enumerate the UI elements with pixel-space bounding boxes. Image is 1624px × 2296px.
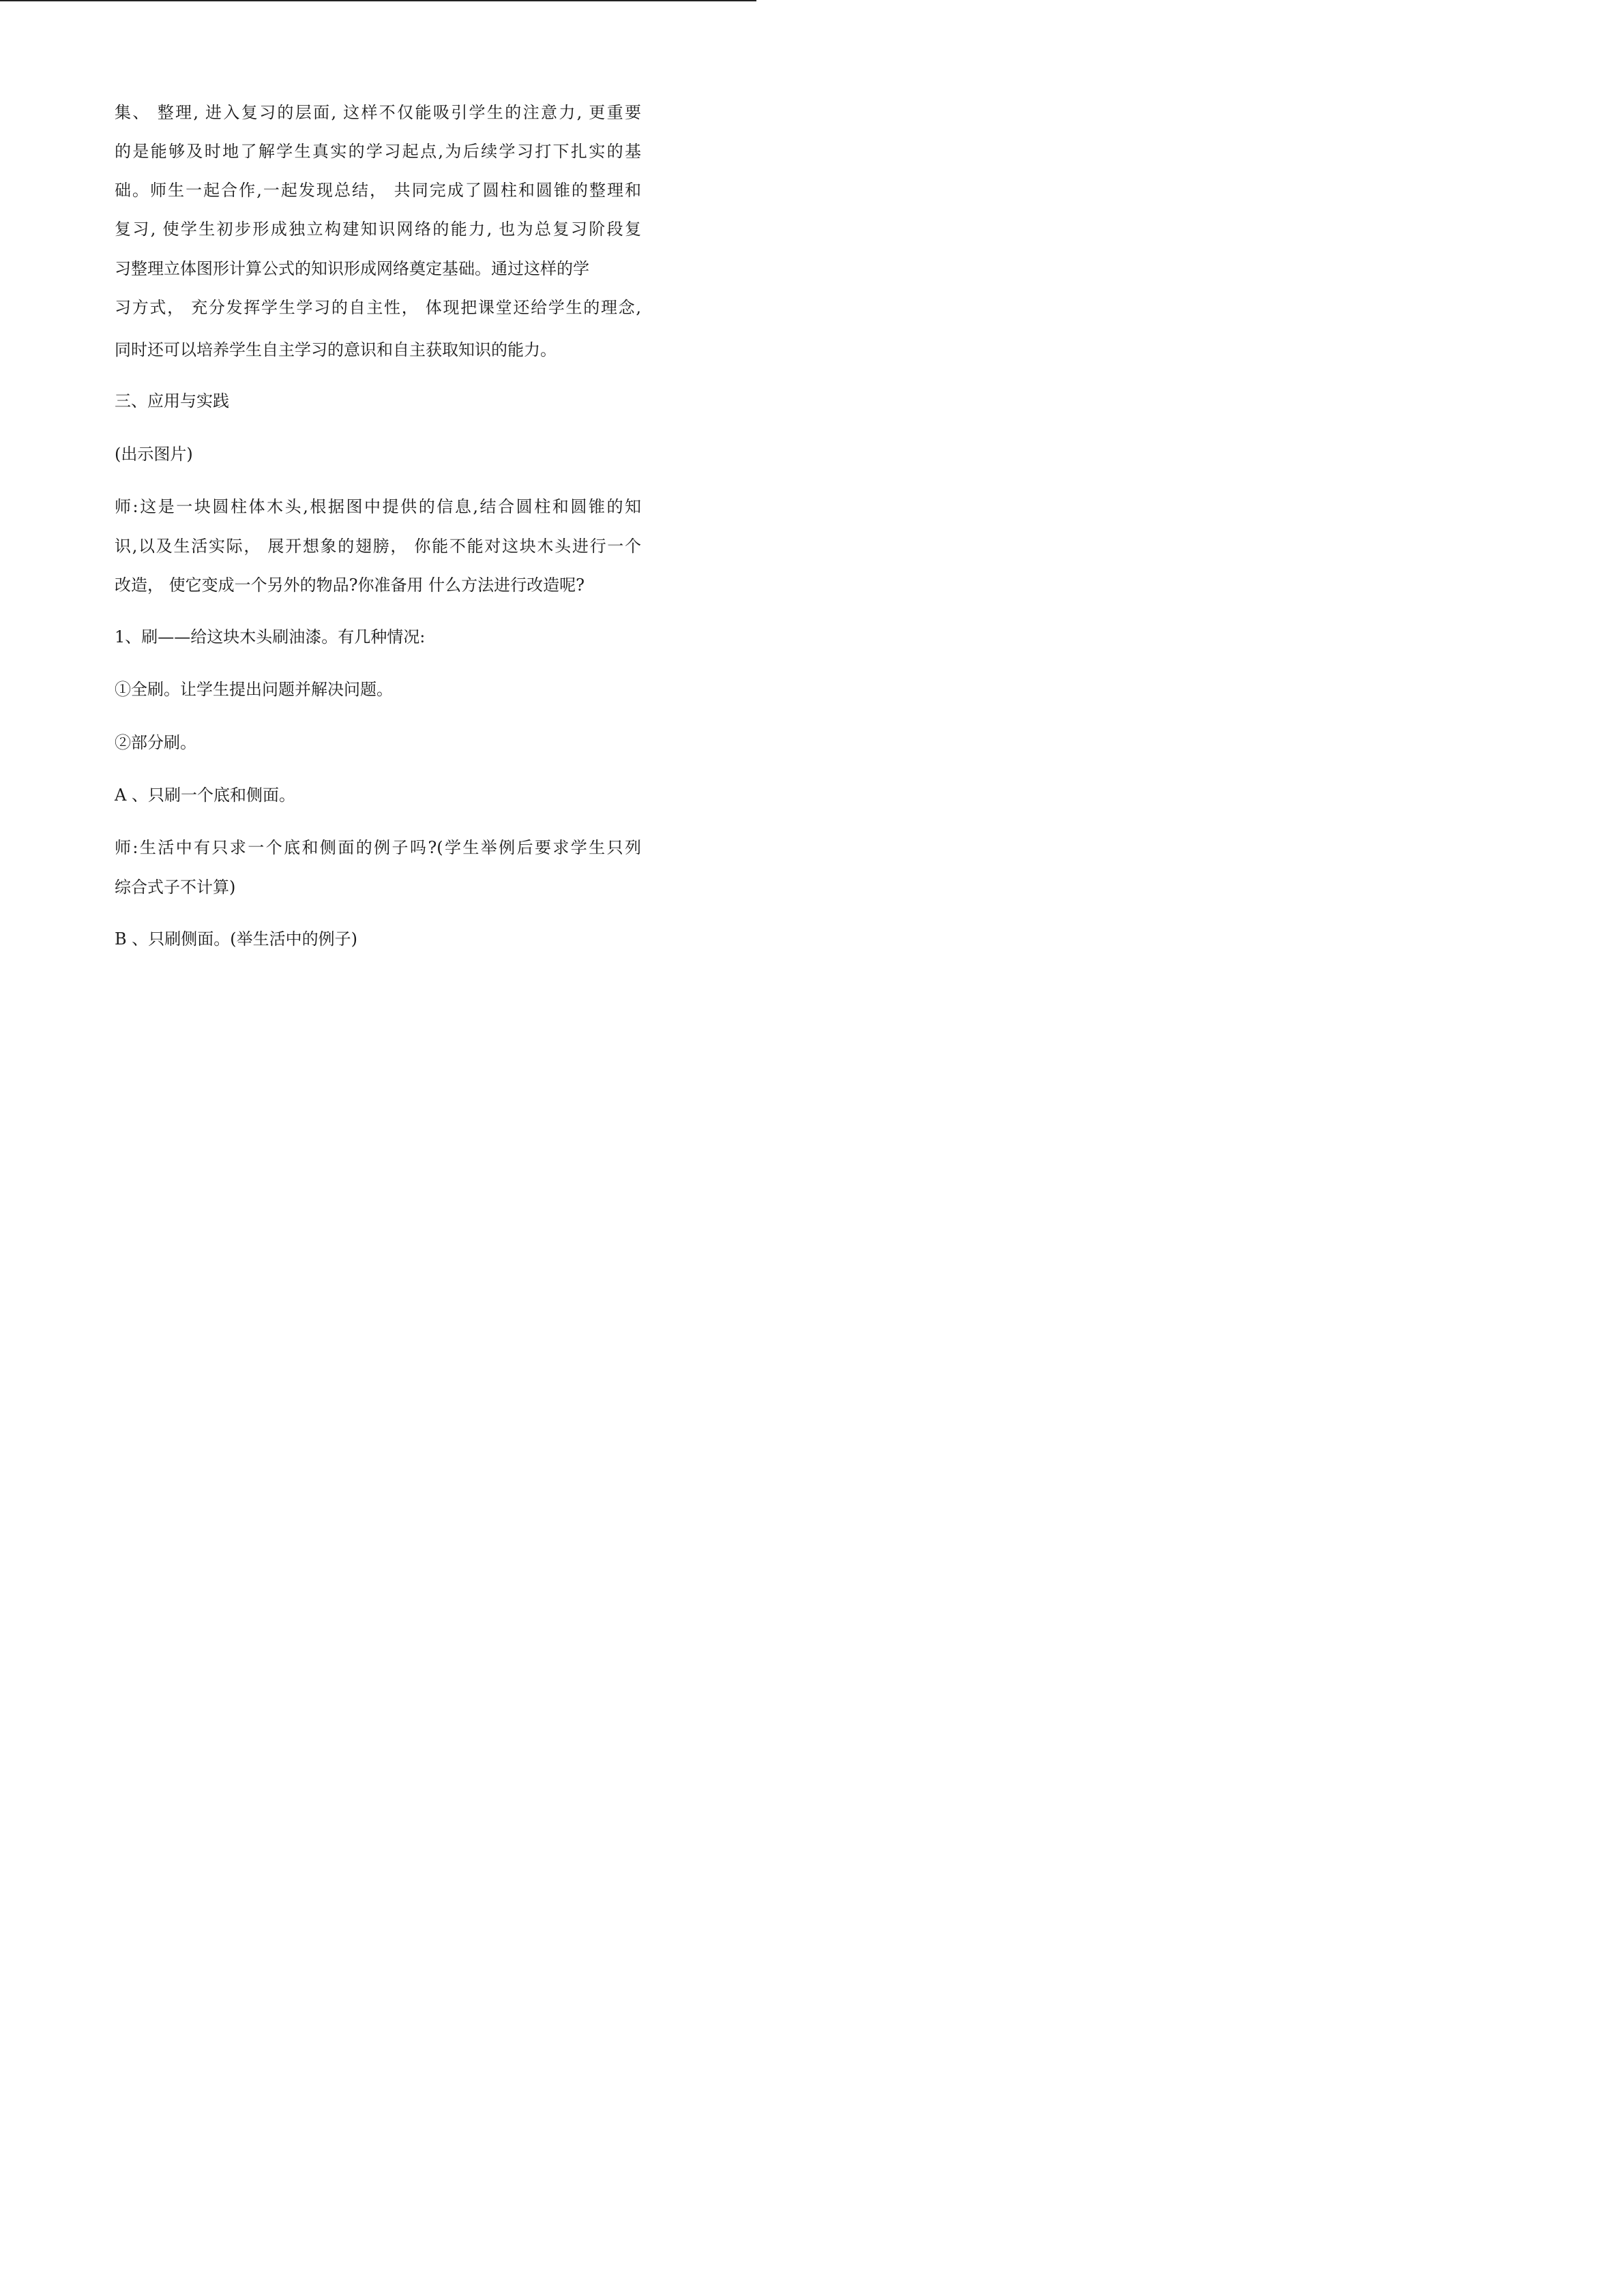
list-item-b: B 、只刷侧面。(举生活中的例子) [115,929,357,949]
list-item-1: 1、刷——给这块木头刷油漆。有几种情况: [115,627,426,646]
teacher-question-line: 识,以及生活实际， 展开想象的翅膀， 你能不能对这块木头进行一个 [115,537,641,556]
teacher-question-line: 师:这是一块圆柱体木头,根据图中提供的信息,结合圆柱和圆锥的知 [115,497,641,516]
paragraph-line: 础。师生一起合作,一起发现总结， 共同完成了圆柱和圆锥的整理和 [115,181,641,200]
paragraph-line: 集、 整理, 进入复习的层面, 这样不仅能吸引学生的注意力, 更重要 [115,103,641,122]
teacher-question-line: 改造， 使它变成一个另外的物品?你准备用 什么方法进行改造呢? [115,576,585,595]
paragraph-line: 复习, 使学生初步形成独立构建知识网络的能力, 也为总复习阶段复 [115,220,641,239]
section-heading: 三、应用与实践 [115,391,229,411]
paragraph-line: 同时还可以培养学生自主学习的意识和自主获取知识的能力。 [115,340,557,359]
list-item-a: A 、只刷一个底和侧面。 [115,786,295,805]
teacher-example-line: 师:生活中有只求一个底和侧面的例子吗?(学生举例后要求学生只列 [115,838,641,857]
list-item-partial-paint: ②部分刷。 [115,733,196,752]
paragraph-line: 习整理立体图形计算公式的知识形成网络奠定基础。通过这样的学 [115,259,589,278]
teacher-example-line: 综合式子不计算) [115,878,236,897]
list-item-full-paint: ①全刷。让学生提出问题并解决问题。 [115,680,393,699]
show-picture-note: (出示图片) [115,445,193,464]
paragraph-line: 习方式， 充分发挥学生学习的自主性， 体现把课堂还给学生的理念, [115,298,641,317]
page-top-border [0,0,756,1]
paragraph-line: 的是能够及时地了解学生真实的学习起点,为后续学习打下扎实的基 [115,142,641,161]
